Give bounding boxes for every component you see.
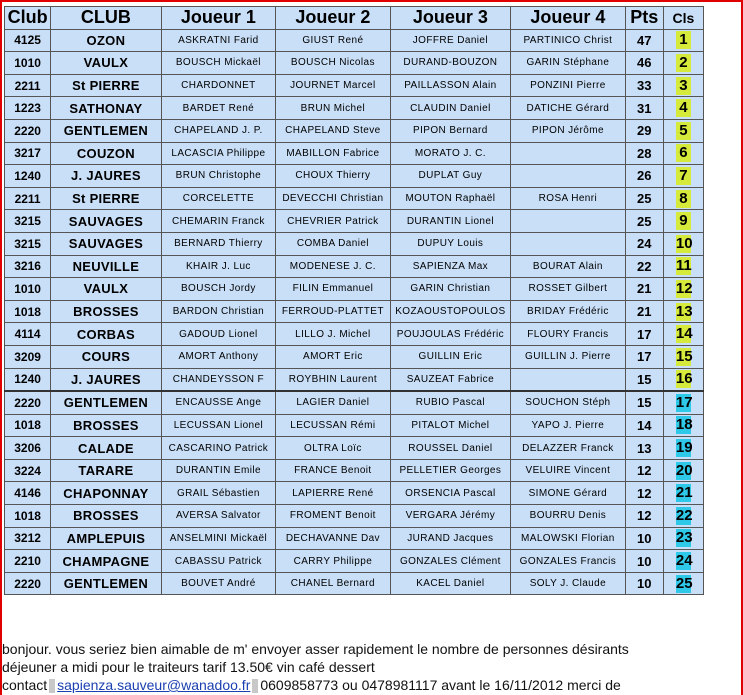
player-1-cell: CHAPELAND J. P. [161, 119, 275, 142]
club-number-cell: 2220 [5, 119, 51, 142]
club-number-cell: 3212 [5, 527, 51, 550]
club-name-cell: J. JAURES [51, 368, 161, 391]
points-cell: 33 [625, 74, 663, 97]
player-1-cell: AVERSA Salvator [161, 505, 275, 528]
rank-badge: 17 [675, 393, 693, 411]
player-4-cell: ROSSET Gilbert [511, 278, 625, 301]
points-cell: 25 [625, 187, 663, 210]
header-player-3: Joueur 3 [390, 7, 511, 30]
table-row [5, 119, 704, 142]
header-club-name: CLUB [51, 7, 161, 30]
table-row [5, 527, 704, 550]
table-row [5, 482, 704, 505]
player-3-cell: JURAND Jacques [390, 527, 511, 550]
player-1-cell: AMORT Anthony [161, 345, 275, 368]
player-1-cell: DURANTIN Emile [161, 459, 275, 482]
rank-cell [663, 459, 703, 482]
rank-cell [663, 210, 703, 233]
rank-cell [663, 119, 703, 142]
contact-email-link[interactable]: sapienza.sauveur@wanadoo.fr [57, 677, 251, 693]
player-4-cell [511, 210, 625, 233]
rank-badge: 21 [675, 484, 693, 502]
rank-badge: 22 [675, 506, 693, 524]
rank-cell [663, 142, 703, 165]
player-4-cell: ROSA Henri [511, 187, 625, 210]
table-row [5, 142, 704, 165]
player-4-cell: PARTINICO Christ [511, 29, 625, 52]
player-2-cell: OLTRA Loïc [276, 437, 390, 460]
club-name-cell: AMPLEPUIS [51, 527, 161, 550]
club-name-cell: CHAPONNAY [51, 482, 161, 505]
table-row [5, 414, 704, 437]
table-row [5, 232, 704, 255]
club-number-cell: 3224 [5, 459, 51, 482]
rank-badge: 10 [675, 234, 693, 252]
player-3-cell: KOZAOUSTOPOULOS [390, 300, 511, 323]
club-number-cell: 1018 [5, 505, 51, 528]
table-row [5, 505, 704, 528]
player-1-cell: BOUVET André [161, 572, 275, 595]
rank-cell [663, 505, 703, 528]
header-player-4: Joueur 4 [511, 7, 625, 30]
player-4-cell: GUILLIN J. Pierre [511, 345, 625, 368]
player-2-cell: JOURNET Marcel [276, 74, 390, 97]
rank-badge: 9 [676, 212, 691, 230]
club-name-cell: CORBAS [51, 323, 161, 346]
player-3-cell: PELLETIER Georges [390, 459, 511, 482]
player-4-cell: GONZALES Francis [511, 550, 625, 573]
player-1-cell: BOUSCH Jordy [161, 278, 275, 301]
player-2-cell: CHANEL Bernard [276, 572, 390, 595]
player-3-cell: MOUTON Raphaël [390, 187, 511, 210]
player-1-cell: KHAIR J. Luc [161, 255, 275, 278]
contact-phone-text: 0609858773 ou 0478981117 avant le 16/11/2012 merci de [260, 677, 621, 693]
player-4-cell: BRIDAY Frédéric [511, 300, 625, 323]
rank-badge: 5 [676, 122, 691, 140]
player-4-cell: VELUIRE Vincent [511, 459, 625, 482]
club-number-cell: 2211 [5, 187, 51, 210]
player-2-cell: ROYBHIN Laurent [276, 368, 390, 391]
player-1-cell: BARDET René [161, 97, 275, 120]
player-2-cell: LAGIER Daniel [276, 391, 390, 414]
points-cell: 28 [625, 142, 663, 165]
rank-badge: 20 [675, 461, 693, 479]
points-cell: 12 [625, 459, 663, 482]
header-player-1: Joueur 1 [161, 7, 275, 30]
points-cell: 10 [625, 527, 663, 550]
club-name-cell: NEUVILLE [51, 255, 161, 278]
player-2-cell: LILLO J. Michel [276, 323, 390, 346]
player-2-cell: COMBA Daniel [276, 232, 390, 255]
player-2-cell: BOUSCH Nicolas [276, 52, 390, 75]
player-2-cell: DECHAVANNE Dav [276, 527, 390, 550]
message-block [2, 640, 742, 694]
player-3-cell: ROUSSEL Daniel [390, 437, 511, 460]
rank-badge: 23 [675, 529, 693, 547]
player-3-cell: DURANTIN Lionel [390, 210, 511, 233]
club-name-cell: J. JAURES [51, 165, 161, 188]
player-3-cell: JOFFRE Daniel [390, 29, 511, 52]
club-number-cell: 4114 [5, 323, 51, 346]
header-player-2: Joueur 2 [276, 7, 390, 30]
player-4-cell: MALOWSKI Florian [511, 527, 625, 550]
club-number-cell: 1018 [5, 300, 51, 323]
rank-cell [663, 482, 703, 505]
player-4-cell: BOURAT Alain [511, 255, 625, 278]
player-2-cell: AMORT Eric [276, 345, 390, 368]
club-number-cell: 1010 [5, 278, 51, 301]
rank-cell [663, 550, 703, 573]
header-row [5, 7, 704, 30]
points-cell: 47 [625, 29, 663, 52]
player-4-cell: YAPO J. Pierre [511, 414, 625, 437]
player-2-cell: MODENESE J. C. [276, 255, 390, 278]
player-4-cell: BOURRU Denis [511, 505, 625, 528]
points-cell: 25 [625, 210, 663, 233]
club-name-cell: St PIERRE [51, 74, 161, 97]
player-4-cell [511, 368, 625, 391]
player-4-cell: DELAZZER Franck [511, 437, 625, 460]
rank-badge: 14 [675, 325, 693, 343]
rank-cell [663, 323, 703, 346]
player-2-cell: FILIN Emmanuel [276, 278, 390, 301]
rank-badge: 1 [676, 31, 691, 49]
table-row [5, 345, 704, 368]
player-1-cell: ASKRATNI Farid [161, 29, 275, 52]
player-1-cell: BARDON Christian [161, 300, 275, 323]
table-row [5, 74, 704, 97]
player-3-cell: DURAND-BOUZON [390, 52, 511, 75]
player-4-cell [511, 165, 625, 188]
player-2-cell: DEVECCHI Christian [276, 187, 390, 210]
player-3-cell: RUBIO Pascal [390, 391, 511, 414]
table-row [5, 459, 704, 482]
player-1-cell: CORCELETTE [161, 187, 275, 210]
header-points: Pts [625, 7, 663, 30]
player-1-cell: LACASCIA Philippe [161, 142, 275, 165]
club-name-cell: VAULX [51, 52, 161, 75]
rank-badge: 19 [675, 439, 693, 457]
player-1-cell: ANSELMINI Mickaël [161, 527, 275, 550]
player-3-cell: GUILLIN Eric [390, 345, 511, 368]
player-4-cell: SOLY J. Claude [511, 572, 625, 595]
points-cell: 24 [625, 232, 663, 255]
rank-badge: 18 [675, 416, 693, 434]
player-3-cell: SAPIENZA Max [390, 255, 511, 278]
points-cell: 12 [625, 482, 663, 505]
points-cell: 22 [625, 255, 663, 278]
rank-cell [663, 368, 703, 391]
message-line-1: bonjour. vous seriez bien aimable de m' envoyer asser rapidement le nombre de personnes désirants [2, 641, 629, 657]
table-row [5, 187, 704, 210]
player-4-cell: DATICHE Gérard [511, 97, 625, 120]
points-cell: 17 [625, 323, 663, 346]
rank-cell [663, 278, 703, 301]
results-sheet [2, 2, 741, 595]
rank-badge: 12 [675, 279, 693, 297]
player-3-cell: CLAUDIN Daniel [390, 97, 511, 120]
club-name-cell: COURS [51, 345, 161, 368]
player-3-cell: PAILLASSON Alain [390, 74, 511, 97]
player-3-cell: ORSENCIA Pascal [390, 482, 511, 505]
club-number-cell: 4125 [5, 29, 51, 52]
club-name-cell: COUZON [51, 142, 161, 165]
player-4-cell: GARIN Stéphane [511, 52, 625, 75]
player-3-cell: SAUZEAT Fabrice [390, 368, 511, 391]
table-row [5, 29, 704, 52]
rank-cell [663, 187, 703, 210]
player-3-cell: DUPLAT Guy [390, 165, 511, 188]
player-2-cell: FROMENT Benoit [276, 505, 390, 528]
results-body [5, 29, 704, 595]
table-row [5, 300, 704, 323]
points-cell: 21 [625, 300, 663, 323]
player-3-cell: PITALOT Michel [390, 414, 511, 437]
club-name-cell: TARARE [51, 459, 161, 482]
message-line-2: déjeuner a midi pour le traiteurs tarif 13.50€ vin café dessert [2, 659, 375, 675]
rank-badge: 7 [676, 167, 691, 185]
rank-badge: 8 [676, 190, 691, 208]
player-4-cell [511, 142, 625, 165]
rank-badge: 25 [675, 574, 693, 592]
player-4-cell: FLOURY Francis [511, 323, 625, 346]
club-number-cell: 3209 [5, 345, 51, 368]
player-2-cell: CHEVRIER Patrick [276, 210, 390, 233]
player-2-cell: MABILLON Fabrice [276, 142, 390, 165]
rank-cell [663, 255, 703, 278]
points-cell: 14 [625, 414, 663, 437]
rank-badge: 24 [675, 552, 693, 570]
club-name-cell: GENTLEMEN [51, 119, 161, 142]
player-1-cell: BOUSCH Mickaël [161, 52, 275, 75]
club-number-cell: 3216 [5, 255, 51, 278]
rank-badge: 4 [676, 99, 691, 117]
player-3-cell: GONZALES Clément [390, 550, 511, 573]
points-cell: 12 [625, 505, 663, 528]
table-row [5, 391, 704, 414]
club-name-cell: SAUVAGES [51, 210, 161, 233]
player-3-cell: VERGARA Jérémy [390, 505, 511, 528]
club-number-cell: 1240 [5, 368, 51, 391]
player-1-cell: CASCARINO Patrick [161, 437, 275, 460]
player-3-cell: DUPUY Louis [390, 232, 511, 255]
player-1-cell: CABASSU Patrick [161, 550, 275, 573]
points-cell: 46 [625, 52, 663, 75]
club-number-cell: 1010 [5, 52, 51, 75]
rank-cell [663, 345, 703, 368]
club-number-cell: 3206 [5, 437, 51, 460]
player-1-cell: BERNARD Thierry [161, 232, 275, 255]
player-2-cell: LAPIERRE René [276, 482, 390, 505]
player-1-cell: GRAIL Sébastien [161, 482, 275, 505]
points-cell: 15 [625, 391, 663, 414]
club-number-cell: 3217 [5, 142, 51, 165]
points-cell: 13 [625, 437, 663, 460]
contact-label: contact [2, 677, 48, 693]
rank-badge: 13 [675, 302, 693, 320]
player-3-cell: POUJOULAS Frédéric [390, 323, 511, 346]
player-1-cell: CHEMARIN Franck [161, 210, 275, 233]
table-row [5, 165, 704, 188]
table-row [5, 210, 704, 233]
rank-cell [663, 572, 703, 595]
player-1-cell: GADOUD Lionel [161, 323, 275, 346]
player-1-cell: BRUN Christophe [161, 165, 275, 188]
player-2-cell: LECUSSAN Rémi [276, 414, 390, 437]
table-row [5, 52, 704, 75]
rank-cell [663, 391, 703, 414]
points-cell: 17 [625, 345, 663, 368]
message-line-3 [2, 676, 742, 694]
player-1-cell: LECUSSAN Lionel [161, 414, 275, 437]
rank-badge: 2 [676, 54, 691, 72]
rank-badge: 6 [676, 144, 691, 162]
club-number-cell: 4146 [5, 482, 51, 505]
rank-badge: 11 [675, 257, 692, 275]
club-number-cell: 1223 [5, 97, 51, 120]
table-row [5, 437, 704, 460]
rank-cell [663, 414, 703, 437]
table-row [5, 323, 704, 346]
club-number-cell: 1018 [5, 414, 51, 437]
player-2-cell: CARRY Philippe [276, 550, 390, 573]
club-name-cell: VAULX [51, 278, 161, 301]
rank-cell [663, 29, 703, 52]
player-2-cell: FRANCE Benoit [276, 459, 390, 482]
points-cell: 10 [625, 572, 663, 595]
rank-badge: 15 [675, 347, 693, 365]
club-number-cell: 3215 [5, 210, 51, 233]
player-1-cell: CHANDEYSSON F [161, 368, 275, 391]
club-name-cell: BROSSES [51, 300, 161, 323]
results-table [4, 6, 704, 595]
player-2-cell: CHAPELAND Steve [276, 119, 390, 142]
player-1-cell: CHARDONNET [161, 74, 275, 97]
player-4-cell [511, 232, 625, 255]
rank-cell [663, 437, 703, 460]
points-cell: 29 [625, 119, 663, 142]
club-name-cell: GENTLEMEN [51, 391, 161, 414]
rank-cell [663, 527, 703, 550]
rank-cell [663, 300, 703, 323]
table-row [5, 97, 704, 120]
club-name-cell: SATHONAY [51, 97, 161, 120]
club-name-cell: OZON [51, 29, 161, 52]
club-number-cell: 2211 [5, 74, 51, 97]
rank-cell [663, 232, 703, 255]
club-number-cell: 1240 [5, 165, 51, 188]
rank-cell [663, 97, 703, 120]
player-2-cell: GIUST René [276, 29, 390, 52]
player-4-cell: PONZINI Pierre [511, 74, 625, 97]
club-name-cell: CHAMPAGNE [51, 550, 161, 573]
club-name-cell: SAUVAGES [51, 232, 161, 255]
points-cell: 21 [625, 278, 663, 301]
club-number-cell: 3215 [5, 232, 51, 255]
player-2-cell: FERROUD-PLATTET [276, 300, 390, 323]
table-row [5, 255, 704, 278]
club-number-cell: 2220 [5, 572, 51, 595]
player-1-cell: ENCAUSSE Ange [161, 391, 275, 414]
player-4-cell: SOUCHON Stéph [511, 391, 625, 414]
player-4-cell: PIPON Jérôme [511, 119, 625, 142]
table-row [5, 550, 704, 573]
player-4-cell: SIMONE Gérard [511, 482, 625, 505]
header-rank: Cls [663, 7, 703, 30]
points-cell: 31 [625, 97, 663, 120]
cell-gap [49, 679, 55, 693]
player-3-cell: GARIN Christian [390, 278, 511, 301]
club-number-cell: 2220 [5, 391, 51, 414]
rank-badge: 16 [675, 370, 693, 388]
points-cell: 15 [625, 368, 663, 391]
club-name-cell: BROSSES [51, 505, 161, 528]
header-club-number: Club [5, 7, 51, 30]
points-cell: 26 [625, 165, 663, 188]
player-3-cell: PIPON Bernard [390, 119, 511, 142]
points-cell: 10 [625, 550, 663, 573]
club-name-cell: St PIERRE [51, 187, 161, 210]
player-2-cell: CHOUX Thierry [276, 165, 390, 188]
player-3-cell: KACEL Daniel [390, 572, 511, 595]
table-row [5, 368, 704, 391]
player-3-cell: MORATO J. C. [390, 142, 511, 165]
rank-badge: 3 [676, 77, 691, 95]
rank-cell [663, 74, 703, 97]
table-row [5, 572, 704, 595]
club-number-cell: 2210 [5, 550, 51, 573]
cell-gap [252, 679, 258, 693]
club-name-cell: CALADE [51, 437, 161, 460]
table-row [5, 278, 704, 301]
rank-cell [663, 165, 703, 188]
club-name-cell: GENTLEMEN [51, 572, 161, 595]
rank-cell [663, 52, 703, 75]
player-2-cell: BRUN Michel [276, 97, 390, 120]
club-name-cell: BROSSES [51, 414, 161, 437]
